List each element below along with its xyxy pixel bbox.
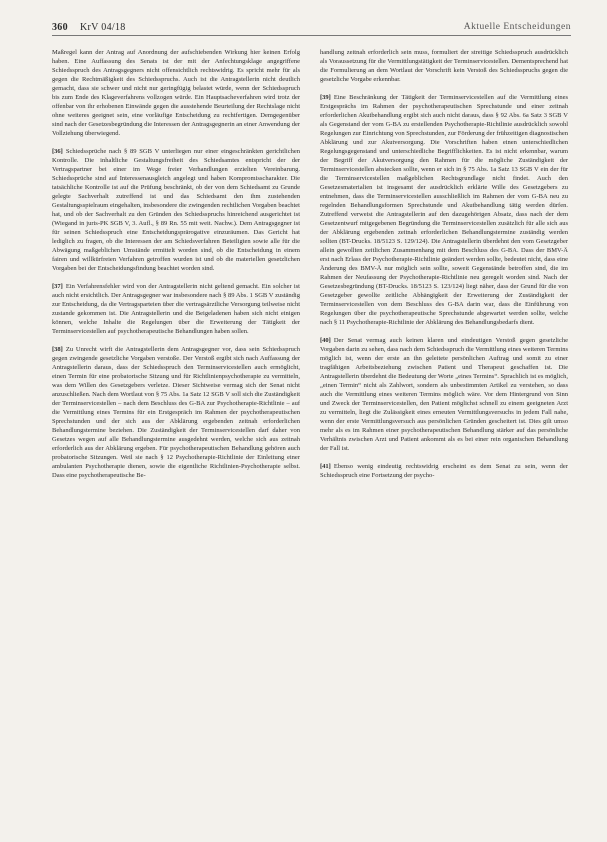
paragraph — [52, 282, 300, 336]
paragraph-text: Schiedssprüche nach § 89 SGB V unterliegen nur einer eingeschränkten gerichtlichen Kontrolle. Die inhaltliche Gestaltungsfreiheit des Schiedsamtes entspricht der der Vertragspartner bei einer im Wege freier Verhandlungen erzielten Vereinbarung. Schiedssprüche sind auf Interessenausgleich angelegt und haben Kompromisscharakter. Die tatsächliche Kontrolle ist auf die Prüfung beschränkt, ob der von dem Schiedsamt zu Grunde gelegte Sachverhalt zutreffend ist und das Schiedsamt den ihm zustehenden Gestaltungsspielraum eingehalten, insbesondere die zwingenden rechtlichen Vorgaben beachtet hat, und ob der Sachverhalt zu den Gründen des Schiedsspruchs hinreichend ausgerichtet ist (Wiegand in juris-PK SGB V, 3. Aufl., § 89 Rn. 55 mit weit. Nachw.). Dem Antragsgegner ist für seinen Schiedsspruch eine Entscheidungsprärogative einzuräumen. Das Gericht hat lediglich zu fragen, ob die Interessen der am Schiedsverfahren Beteiligten sowie alle für die Abwägung maßgeblichen Umstände ermittelt worden sind, ob die Entscheidung in einem fairen und willkürfreien Verfahren getroffen wurden ist und ob die materiellen gesetzlichen Vorgaben bei der Entscheidungsfindung beachtet worden sind. — [52, 148, 300, 272]
paragraph-number: [40] — [320, 337, 331, 344]
paragraph — [320, 336, 568, 453]
paragraph — [320, 93, 568, 327]
paragraph-text: Eine Beschränkung der Tätigkeit der Terminservicestellen auf die Vermittlung eines Erstgesprächs im Rahmen der psychotherapeutischen Sprechstunde und einer zeitnah erforderlichen Akutbehandlung ergibt sich auch nicht daraus, dass § 92 Abs. 6a Satz 3 SGB V als Gegenstand der vom G-BA zu erstellenden Psychotherapie-Richtlinie ausdrücklich sowohl Regelungen zur Einrichtung von Sprechstunden, zur Förderung der frühzeitigen diagnostischen Abklärung und zur Akutversorgung. Die Vorschriften haben einen unterschiedlichen Regelungsgegenstand und unterschiedliche Begrifflichkeiten. Es ist nicht erkennbar, warum der Begriff der Akutversorgung den Rahmen für die mögliche Zuständigkeit der Terminservicestellen abstecken sollte, wenn er sich in § 75 Abs. 1a Satz 13 SGB V ein der für die Terminservicestellen maßgeblichen Rechtsgrundlage nicht findet. Auch den Gesetzesmaterialien ist insgesamt der ausdrücklich erklärte Wille des Gesetzgebers zu entnehmen, dass die Terminservicestellen ausschließlich im Rahmen der vom G-BA neu zu regelnden Behandlungsformen Sprechstunde und Akutbehandlung tätig werden dürfen. Zutreffend verweist die Antragstellerin auf den dazugehörigen Absatz, dass nach der dem Gesetzentwurf mitgegebenen Begründung die Terminservicestellen zusätzlich für alle sich aus der Abklärung ergebenden zeitnah erforderlichen Behandlungstermine zuständig werden sollten (BT-Drucks. 18/5123 S. 129/124). Die Antragstellerin überdehnt den vom Gesetzgeber allein gewollten zeitlichen Zusammenhang mit dem Beschluss des G-BA. Dass der BMV-Ä erst nach Erlass der Psychotherapie-Richtlinie geändert werden sollte, bedeutet nicht, dass eine Änderung des BMV-Ä nur möglich sein sollte, soweit Gegenstände betroffen sind, die im Rahmen der Neufassung der Psychotherapie-Richtlinie neu geregelt worden sind. Nach der Gesetzesbegründung (BT-Drucks. 18/5123 S. 123/124) liegt näher, dass der Grund für die von Gesetzgeber gewollte zeitliche Abhängigkeit der Erweiterung der Zuständigkeit der Terminservicestellen von dem Beschluss des G-BA darin war, dass die Einführung von Regelungen über die psychotherapeutische Sprechstunde abgewartet werden sollte, welche nach § 11 Psychotherapie-Richtlinie der Abklärung des Behandlungsbedarfs dient. — [320, 94, 568, 326]
paragraph-number: [36] — [52, 148, 63, 155]
paragraph — [320, 48, 568, 84]
paragraph-number: [39] — [320, 94, 331, 101]
paragraph — [52, 345, 300, 480]
paragraph — [320, 462, 568, 480]
paragraph — [52, 147, 300, 273]
paragraph-text: Ebenso wenig eindeutig rechtswidrig erscheint es dem Senat zu sein, wenn der Schiedsspruch eine Fortsetzung der psycho- — [320, 463, 568, 479]
journal-issue: KrV 04/18 — [80, 22, 126, 33]
left-column — [52, 48, 300, 836]
paragraph-text: Maßregel kann der Antrag auf Anordnung der aufschiebenden Wirkung hier keinen Erfolg haben. Eine Auffassung des Senats ist der mit der Anfechtungsklage angegriffene Schiedsspruch des Antragsgegners nicht offensichtlich rechtswidrig. Es spricht mehr für als gegen die Rechtmäßigkeit des Schiedsspruchs. Auch ist die Antragstellerin nicht deutlich gemacht, dass sie schwer und nicht nur geringfügig belastet würde, wenn der Schiedsspruch bis zum Ende des Klageverfahrens vollzogen würde. Ein Hauptsacheverfahren wird trotz der offenbar von ihr erhobenen Einwände gegen die ausstehende Beurteilung der Rechtslage nicht ohne weiteres geeignet sein, eine vorläufige Entscheidung zu rechtfertigen. Demgegenüber sind nach der Gesetzesbegründung die Interessen der Antragsgegnerin an einer Anwendung der Vollziehung überwiegend. — [52, 49, 300, 137]
paragraph-text: Zu Unrecht wirft die Antragstellerin dem Antragsgegner vor, dass sein Schiedsspruch gegen zwingende gesetzliche Vorgaben verstoße. Der Verstoß ergibt sich nach Auffassung der Antragstellerin daraus, dass der Schiedsspruch den Terminservicestellen auch ermöglicht, einen Termin für eine probatorische Sitzung und für Richtlinienpsychotherapie zu vermitteln, was dem Willen des Gesetzgebers verletze. Dieser Sichtweise vermag sich der Senat nicht anzuschließen. Nach dem Wortlaut von § 75 Abs. 1a Satz 12 SGB V soll sich die Zuständigkeit der Terminservicestellen – nach dem Beschluss des G-BA zur Psychotherapie-Richtlinie – auf die Vermittlung eines Termins für ein Erstgespräch im Rahmen der psychotherapeutischen Sprechstunden und der sich aus der Abklärung ergebenden zeitnah erforderlichen Behandlungstermine beziehen. Die Zuständigkeit der Terminservicestellen darf daher von Gesetzes wegen auf alle Behandlungstermine ausgedehnt werden, welche sich aus zeitnah erforderlich aus der Abklärung ergeben. Für psychotherapeutischen Behandlung gehören auch probatorische Sitzungen. Weil sie nach § 12 Psychotherapie-Richtlinie der Einleitung einer ambulanten Psychotherapie dienen, sowie die eigentliche Richtlinien-Psychotherapie selbst. Dass eine psychotherapeutische Be- — [52, 346, 300, 479]
paragraph-number: [41] — [320, 463, 331, 470]
paragraph-text: Ein Verfahrensfehler wird von der Antragstellerin nicht geltend gemacht. Ein solcher ist auch nicht ersichtlich. Der Antragsgegner war insbesondere nach § 89 Abs. 1 SGB V zuständig zur Entscheidung, da die Vertragsparteien über die vertragsärztliche Versorgung teilweise nicht zustande gekommen ist. Die Antragstellerin und die Beigeladenen haben sich nicht einigen können, welche Inhalte die Regelungen über die Erweiterung der Tätigkeit der Terminservicestellen auf psychotherapeutische Behandlungen haben sollen. — [52, 283, 300, 335]
paragraph — [52, 48, 300, 138]
paragraph-text: handlung zeitnah erforderlich sein muss, formuliert der streitige Schiedsspruch ausdrücklich als Voraussetzung für die Vermittlungstätigkeit der Terminservicestellen. Dementsprechend hat die Formulierung an dem Wortlaut der Vorschrift kein Verstoß des Schiedsspruchs gegen die gesetzliche Vorgabe erkennbar. — [320, 49, 568, 83]
paragraph-number: [37] — [52, 283, 63, 290]
paragraph-number: [38] — [52, 346, 63, 353]
page-header — [0, 0, 607, 33]
header-rule — [52, 35, 571, 36]
section-title: Aktuelle Entscheidungen — [463, 22, 571, 32]
right-column — [320, 48, 568, 836]
page-number: 360 — [52, 22, 68, 33]
paragraph-text: Der Senat vermag auch keinen klaren und eindeutigen Verstoß gegen gesetzliche Vorgaben darin zu sehen, dass nach dem Schiedsspruch die Vermittlung eines weiteren Termins möglich ist, wenn der erste an ihn geleitete persönlichen Auftrag und somit zu einer tragfähigen Arbeitsbeziehung zwischen Patient und Therapeut geschaffen ist. Die Antragstellerin überdehnt die Bedeutung der Worte „eines Termins“. Sprachlich ist es möglich, „einen Termin“ nicht als Zahlwort, sondern als unbestimmten Artikel zu verstehen, so dass auch die Vermittlung eines weiteren Termins möglich wäre. Vor dem Hintergrund von Sinn und Zweck der Terminservicestellen, den Patient möglichst schnell zu einem geeigneten Arzt zu vermitteln, liegt die Zulässigkeit eines erneuten Vermittlungsversuchs in jedem Fall nahe, wenn der erste Vermittlungsversuch aus persönlichen Gründen gescheitert ist. Dies gilt umso mehr als es im Rahmen einer psychotherapeutischen Behandlung stärker auf das persönliche Verhältnis zwischen Arzt und Patient ankommt als es bei einer rein organischen Behandlung der Fall ist. — [320, 337, 568, 452]
